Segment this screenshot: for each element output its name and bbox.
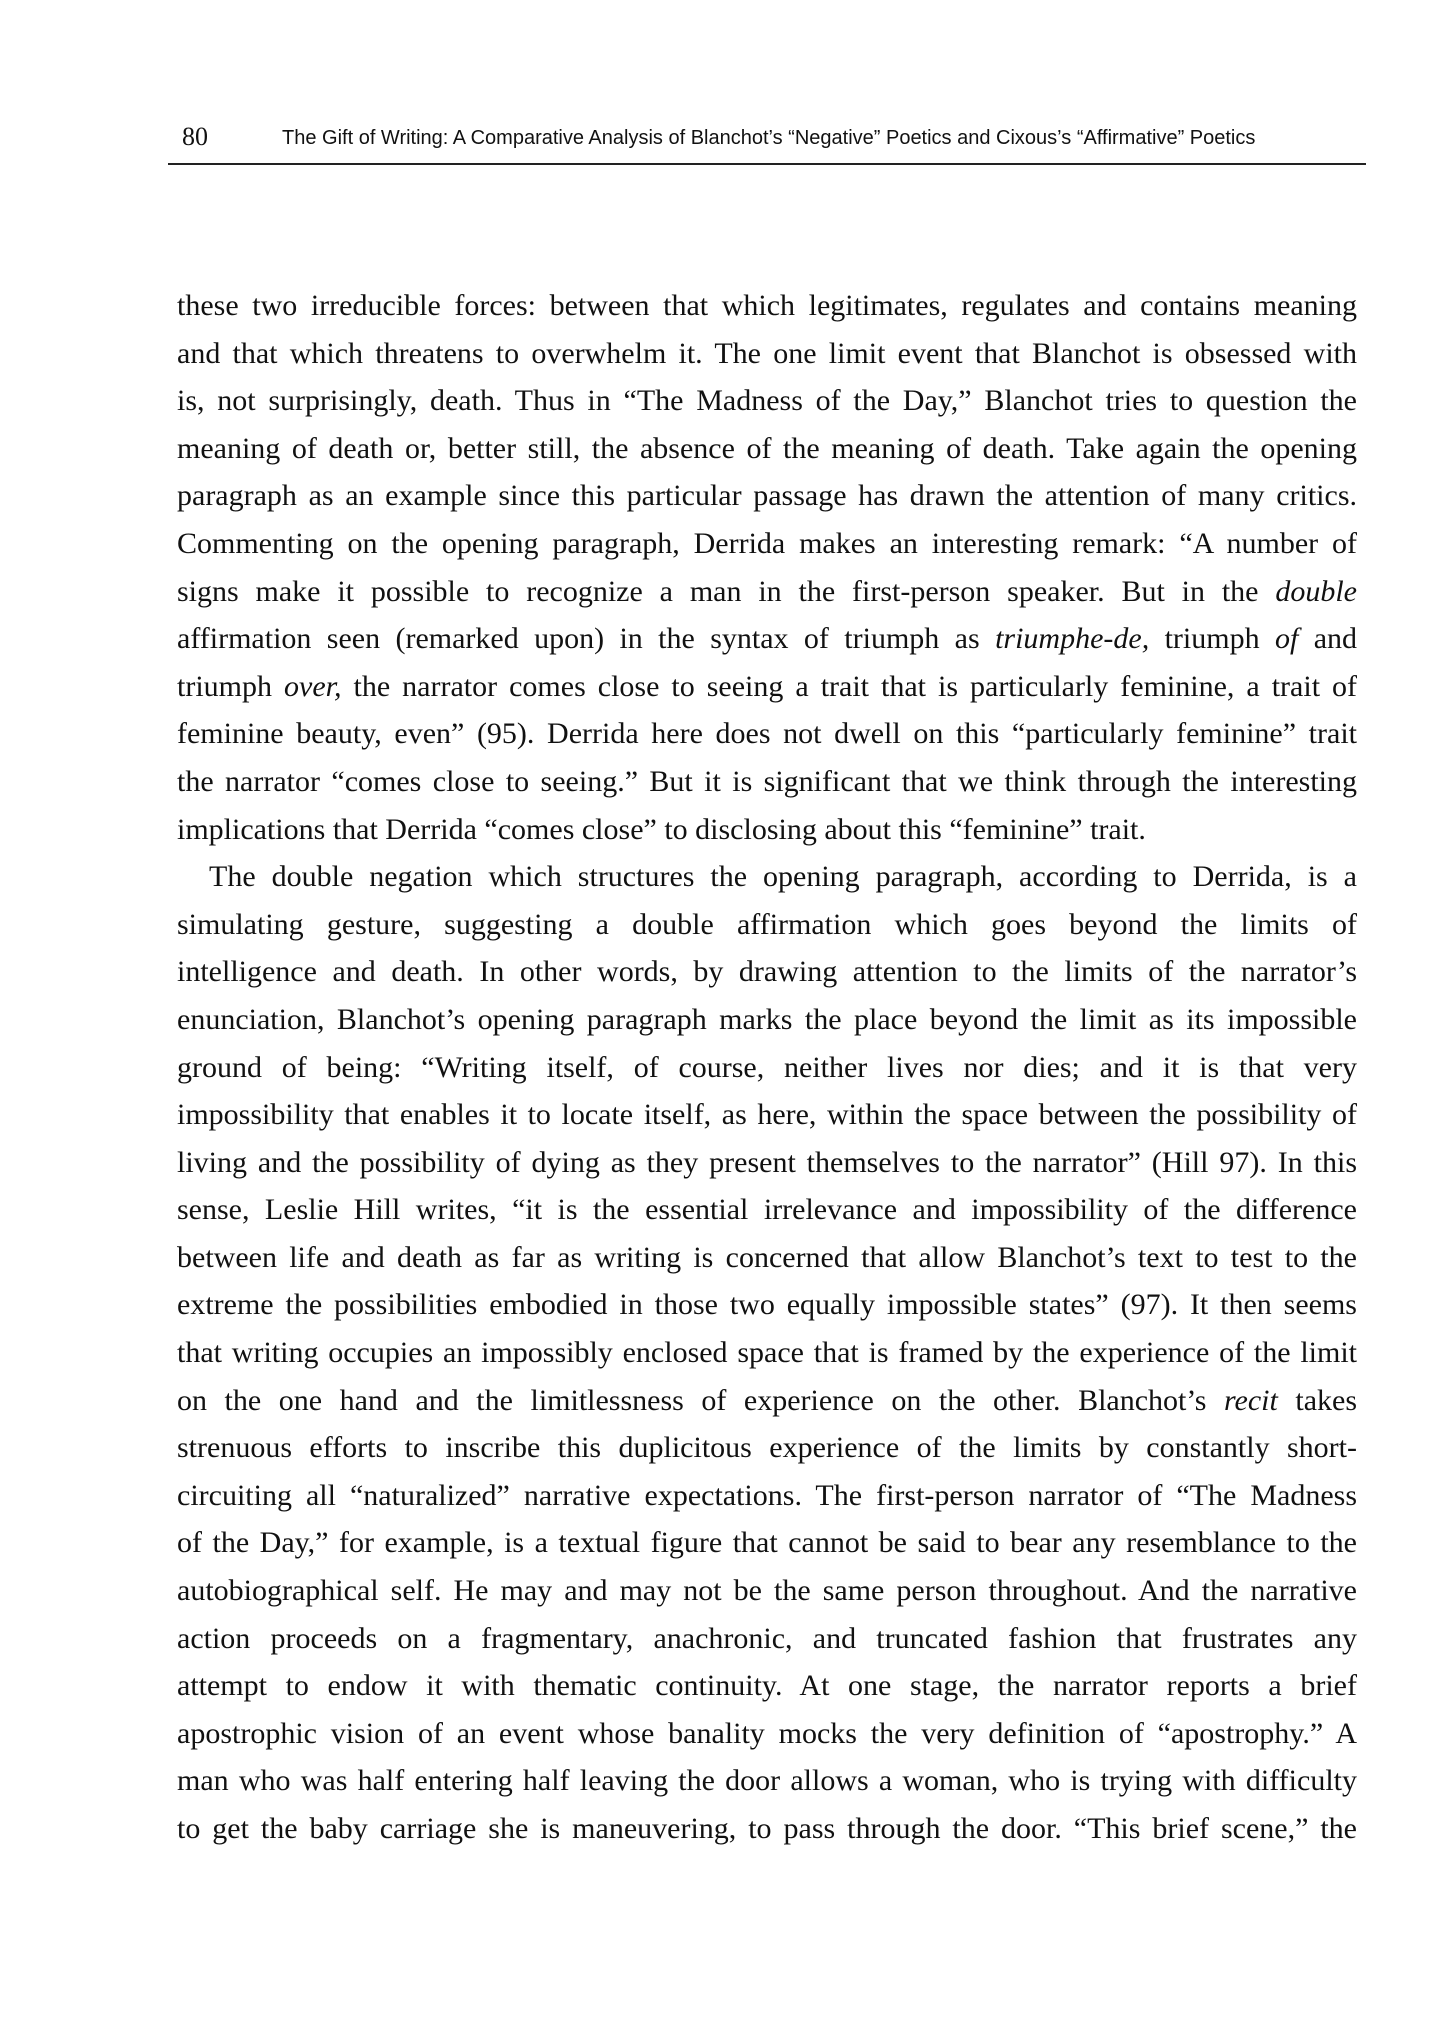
text-line: impossibility that enables it to locate itself, as here, within the space between the possibility of: [177, 1098, 1357, 1132]
text-line: [177, 663, 1357, 711]
text-line: apostrophic vision of an event whose banality mocks the very definition of “apostrophy.” A: [177, 1716, 1357, 1750]
text-line: feminine beauty, even” (95). Derrida here does not dwell on this “particularly feminine” trait: [177, 717, 1357, 751]
page-header: [168, 121, 1366, 165]
body-text: [177, 282, 1357, 1853]
text-segment: the narrator comes close to seeing a trait that is particularly feminine, a trait of: [353, 669, 1358, 703]
text-line: is, not surprisingly, death. Thus in “The Madness of the Day,” Blanchot tries to question the: [177, 384, 1357, 418]
text-segment: takes: [1295, 1383, 1358, 1417]
text-line: simulating gesture, suggesting a double affirmation which goes beyond the limits of: [177, 907, 1357, 941]
text-line: to get the baby carriage she is maneuvering, to pass through the door. “This brief scene,” the: [177, 1812, 1357, 1845]
text-line: between life and death as far as writing is concerned that allow Blanchot’s text to test to the: [177, 1240, 1357, 1274]
text-line: strenuous efforts to inscribe this duplicitous experience of the limits by constantly short-: [177, 1431, 1357, 1465]
page-number: 80: [182, 122, 208, 151]
text-line: enunciation, Blanchot’s opening paragraph marks the place beyond the limit as its impossible: [177, 1002, 1357, 1036]
text-line: intelligence and death. In other words, by drawing attention to the limits of the narrator’s: [177, 955, 1357, 989]
text-line: [177, 615, 1357, 663]
text-line: meaning of death or, better still, the absence of the meaning of death. Take again the opening: [177, 431, 1357, 465]
text-line: these two irreducible forces: between that which legitimates, regulates and contains meaning: [177, 289, 1357, 322]
text-line: paragraph as an example since this particular passage has drawn the attention of many critics.: [177, 479, 1357, 513]
text-line: sense, Leslie Hill writes, “it is the essential irrelevance and impossibility of the difference: [177, 1193, 1357, 1227]
italic-term: of: [1274, 622, 1299, 656]
text-line: [177, 568, 1357, 616]
text-line: action proceeds on a fragmentary, anachronic, and truncated fashion that frustrates any: [177, 1621, 1357, 1655]
text-line: ground of being: “Writing itself, of course, neither lives nor dies; and it is that very: [177, 1050, 1357, 1084]
text-line: of the Day,” for example, is a textual figure that cannot be said to bear any resemblance to the: [177, 1526, 1357, 1560]
text-line: extreme the possibilities embodied in those two equally impossible states” (97). It then seems: [177, 1288, 1357, 1322]
text-segment: signs make it possible to recognize a man in the first-person speaker. But in the: [177, 574, 1259, 608]
paragraph-2: [177, 853, 1357, 1852]
text-segment: affirmation seen (remarked upon) in the syntax of triumph as: [177, 622, 980, 656]
text-line: the narrator “comes close to seeing.” But it is significant that we think through the interesting: [177, 764, 1357, 798]
text-line: that writing occupies an impossibly enclosed space that is framed by the experience of the limit: [177, 1336, 1357, 1370]
text-segment: triumph: [1164, 622, 1260, 656]
text-segment: triumph: [177, 669, 272, 703]
text-line: The double negation which structures the opening paragraph, according to Derrida, is a: [209, 860, 1357, 894]
running-head: The Gift of Writing: A Comparative Analysis of Blanchot’s “Negative” Poetics and Cixous’s “Affirmative” Poetics: [282, 127, 1256, 149]
text-line: autobiographical self. He may and may not be the same person throughout. And the narrative: [177, 1574, 1357, 1608]
text-line: circuiting all “naturalized” narrative expectations. The first-person narrator of “The Madness: [177, 1478, 1357, 1512]
text-segment: and: [1313, 622, 1358, 656]
text-line: implications that Derrida “comes close” to disclosing about this “feminine” trait.: [177, 812, 1146, 846]
italic-term: triumphe-de,: [995, 622, 1150, 656]
italic-term: recit: [1223, 1383, 1278, 1417]
text-line: attempt to endow it with thematic continuity. At one stage, the narrator reports a brief: [177, 1669, 1357, 1703]
text-line: living and the possibility of dying as they present themselves to the narrator” (Hill 97). In this: [177, 1145, 1357, 1179]
text-segment: on the one hand and the limitlessness of experience on the other. Blanchot’s: [177, 1383, 1207, 1417]
text-line: man who was half entering half leaving the door allows a woman, who is trying with difficulty: [177, 1764, 1357, 1798]
italic-term: double: [1275, 574, 1357, 608]
paragraph-1: [177, 282, 1357, 853]
italic-term: over,: [284, 669, 342, 703]
text-line: [177, 1377, 1357, 1425]
text-line: and that which threatens to overwhelm it. The one limit event that Blanchot is obsessed with: [177, 336, 1357, 370]
text-line: Commenting on the opening paragraph, Derrida makes an interesting remark: “A number of: [177, 526, 1357, 560]
